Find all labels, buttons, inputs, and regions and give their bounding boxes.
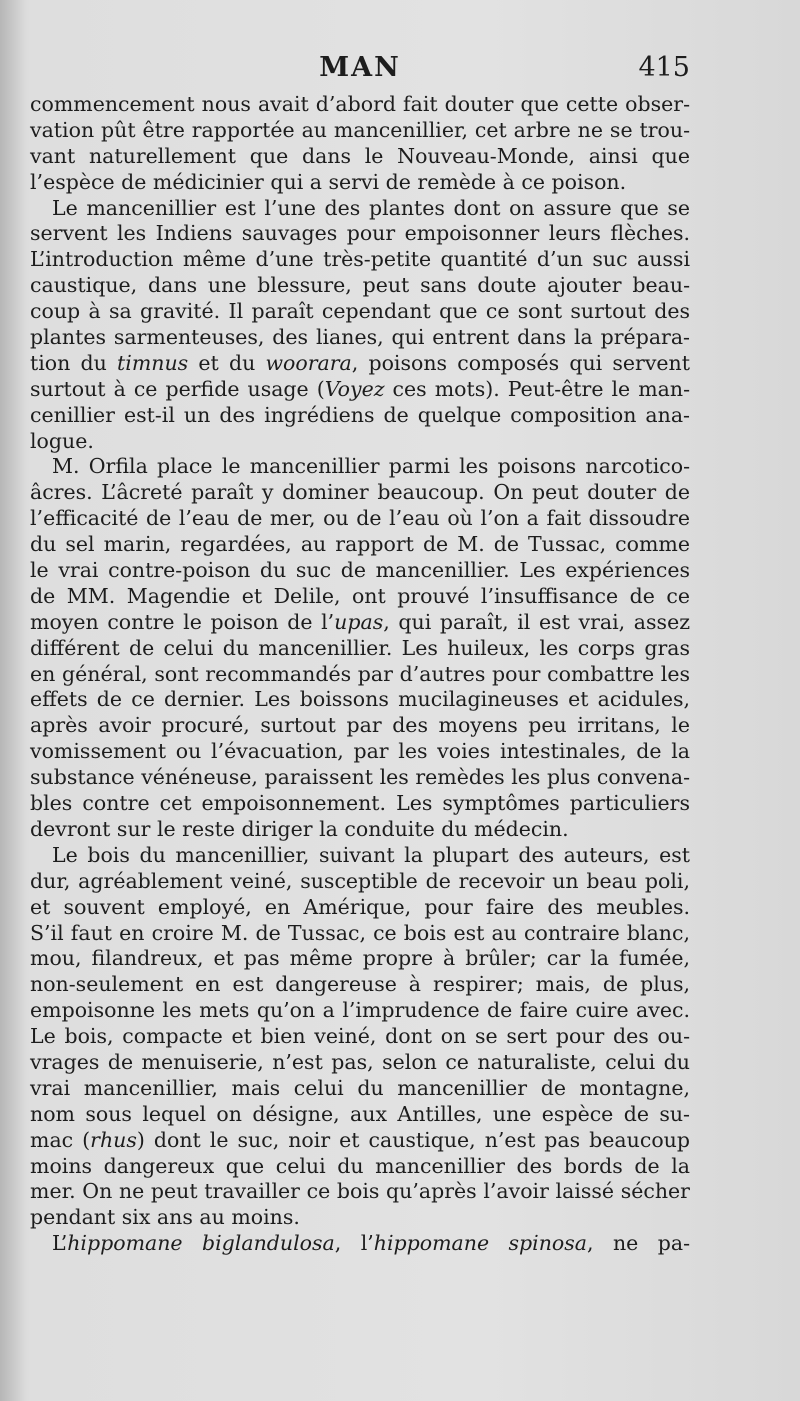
text-line: Le bois du mancenillier, suivant la plupart des auteurs, est xyxy=(52,842,690,867)
text-line: dur, agréablement veiné, susceptible de recevoir un beau poli, xyxy=(30,868,690,893)
text-line: le vrai contre-poison du suc de mancenillier. Les expériences xyxy=(30,558,690,583)
text-line: vant naturellement que dans le Nouveau-Monde, ainsi que xyxy=(30,143,690,168)
text-line: plantes sarmenteuses, des lianes, qui entrent dans la prépara- xyxy=(30,325,690,350)
text-line: devront sur le reste diriger la conduite du médecin. xyxy=(30,816,569,841)
text-line: en général, sont recommandés par d’autres pour combattre les xyxy=(30,661,690,686)
text-line: substance vénéneuse, paraissent les remèdes les plus convena- xyxy=(30,765,690,790)
text-line: mou, filandreux, et pas même propre à brûler; car la fumée, xyxy=(30,946,690,971)
text-line: coup à sa gravité. Il paraît cependant que ce sont surtout des xyxy=(30,299,690,324)
text-line: non-seulement en est dangereuse à respirer; mais, de plus, xyxy=(30,972,690,997)
text-line: surtout à ce perfide usage (Voyez ces mots). Peut-être le man- xyxy=(30,376,690,401)
text-line: du sel marin, regardées, au rapport de M. de Tussac, comme xyxy=(30,532,690,557)
text-line: cenillier est-il un des ingrédiens de quelque composition ana- xyxy=(30,402,690,427)
text-line: et souvent employé, en Amérique, pour faire des meubles. xyxy=(30,894,690,919)
text-line: S’il faut en croire M. de Tussac, ce bois est au contraire blanc, xyxy=(30,920,690,945)
text-line: commencement nous avait d’abord fait douter que cette obser- xyxy=(30,92,690,116)
text-line: vation pût être rapportée au mancenillier, cet arbre ne se trou- xyxy=(30,117,690,142)
text-line: vomissement ou l’évacuation, par les voies intestinales, de la xyxy=(30,739,690,764)
text-line: L’introduction même d’une très-petite quantité d’un suc aussi xyxy=(30,247,690,272)
text-line: effets de ce dernier. Les boissons mucilagineuses et acidules, xyxy=(30,687,690,712)
gutter-shadow xyxy=(0,0,26,1401)
text-line: l’espèce de médicinier qui a servi de remède à ce poison. xyxy=(30,169,627,194)
text-line: servent les Indiens sauvages pour empoisonner leurs flèches. xyxy=(30,221,690,246)
text-line: L’hippomane biglandulosa, l’hippomane spinosa, ne pa- xyxy=(52,1231,691,1256)
text-line: M. Orfila place le mancenillier parmi les poisons narcotico- xyxy=(52,454,690,479)
text-line: caustique, dans une blessure, peut sans doute ajouter beau- xyxy=(30,273,690,298)
text-line: vrages de menuiserie, n’est pas, selon ce naturaliste, celui du xyxy=(30,1049,690,1074)
text-line: Le bois, compacte et bien veiné, dont on se sert pour des ou- xyxy=(30,1024,690,1049)
text-line: de MM. Magendie et Delile, ont prouvé l’insuffisance de ce xyxy=(30,583,690,608)
text-line: l’efficacité de l’eau de mer, ou de l’eau où l’on a fait dissoudre xyxy=(30,506,690,531)
text-line: mac (rhus) dont le suc, noir et caustique, n’est pas beaucoup xyxy=(30,1127,691,1152)
text-line: empoisonne les mets qu’on a l’imprudence de faire cuire avec. xyxy=(30,998,690,1023)
text-line: logue. xyxy=(30,428,94,453)
text-line: après avoir procuré, surtout par des moyens peu irritans, le xyxy=(30,713,690,738)
text-line: bles contre cet empoisonnement. Les symptômes particuliers xyxy=(30,791,690,816)
page-header xyxy=(30,52,690,92)
body-text xyxy=(30,92,690,1257)
text-line: Le mancenillier est l’une des plantes dont on assure que se xyxy=(52,195,690,220)
page-number: 415 xyxy=(638,52,690,83)
text-line: moins dangereux que celui du mancenillier des bords de la xyxy=(30,1153,690,1178)
text-line: nom sous lequel on désigne, aux Antilles, une espèce de su- xyxy=(30,1101,690,1126)
text-line: moyen contre le poison de l’upas, qui paraît, il est vrai, assez xyxy=(30,609,691,634)
text-line: différent de celui du mancenillier. Les huileux, les corps gras xyxy=(30,635,690,660)
text-line: tion du timnus et du woorara, poisons composés qui servent xyxy=(30,350,690,375)
text-line: mer. On ne peut travailler ce bois qu’après l’avoir laissé sécher xyxy=(30,1179,690,1204)
text-line: âcres. L’âcreté paraît y dominer beaucoup. On peut douter de xyxy=(30,480,690,505)
text-line: vrai mancenillier, mais celui du mancenillier de montagne, xyxy=(30,1075,690,1100)
running-head: MAN xyxy=(319,52,401,83)
text-line: pendant six ans au moins. xyxy=(30,1205,300,1230)
